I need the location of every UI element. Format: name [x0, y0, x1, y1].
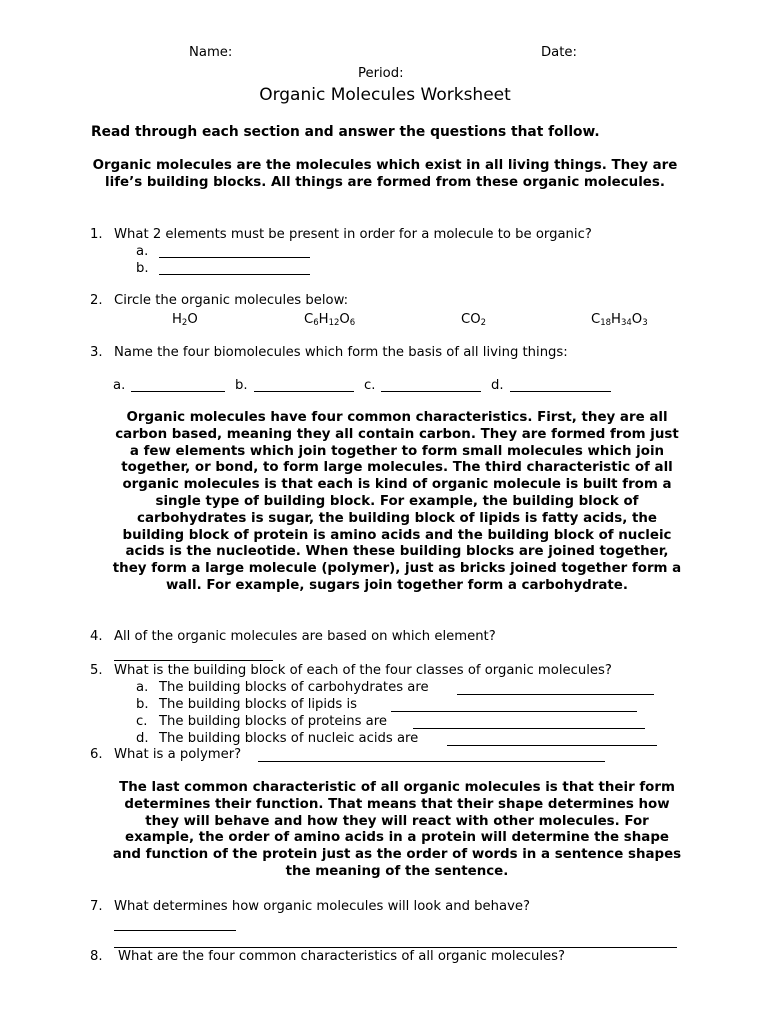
q1-b-letter: b. [136, 261, 149, 276]
q1-a-answer-line[interactable] [159, 246, 310, 258]
q5-c-letter: c. [136, 714, 148, 729]
q5-b-letter: b. [136, 697, 149, 712]
q4-answer-line[interactable] [114, 649, 273, 661]
q2-number: 2. [90, 293, 103, 308]
q7-number: 7. [90, 899, 103, 914]
molecule-glucose[interactable]: $C_6H_{12}O_6$ [304, 312, 356, 328]
q5-b-answer-line[interactable] [391, 700, 637, 712]
q7-text: What determines how organic molecules will look and behave? [114, 899, 531, 914]
q3-d-answer-line[interactable] [510, 380, 611, 392]
q6-number: 6. [90, 747, 103, 762]
q5-c-text: The building blocks of proteins are [159, 714, 387, 729]
q3-c-letter: c. [364, 378, 376, 393]
q5-d-text: The building blocks of nucleic acids are [159, 731, 419, 746]
q7-answer-line[interactable] [114, 919, 236, 931]
q3-d-letter: d. [491, 378, 504, 393]
q3-b-answer-line[interactable] [254, 380, 354, 392]
q5-a-text: The building blocks of carbohydrates are [159, 680, 429, 695]
q3-a-answer-line[interactable] [131, 380, 225, 392]
q5-b-text: The building blocks of lipids is [159, 697, 358, 712]
q5-a-answer-line[interactable] [457, 683, 654, 695]
molecule-fatty-acid[interactable]: $C_{18}H_{34}O_3$ [591, 312, 648, 328]
q3-c-answer-line[interactable] [381, 380, 481, 392]
q5-c-answer-line[interactable] [413, 717, 645, 729]
q8-number: 8. [90, 949, 103, 964]
q3-text: Name the four biomolecules which form the basis of all living things: [114, 345, 568, 360]
q1-text: What 2 elements must be present in order for a molecule to be organic? [114, 227, 592, 242]
q7-answer-line-2[interactable] [114, 936, 677, 948]
shape-paragraph: The last common characteristic of all organic molecules is that their form determines their function. That means that their shape determines how they will behave and how they will react with other molecules. For example, the order of amino acids in a protein will determine the shape and function of the protein just as the order of words in a sentence shapes the meaning of the sentence. [112, 780, 682, 879]
instructions: Read through each section and answer the questions that follow. [91, 124, 600, 140]
q1-a-letter: a. [136, 244, 149, 259]
name-label: Name: [189, 45, 233, 60]
page-title: Organic Molecules Worksheet [259, 85, 511, 105]
intro-paragraph: Organic molecules are the molecules which exist in all living things. They are life’s building blocks. All things are formed from these organic molecules. [92, 158, 678, 190]
q2-text: Circle the organic molecules below: [114, 293, 349, 308]
q3-number: 3. [90, 345, 103, 360]
q3-a-letter: a. [113, 378, 126, 393]
q6-text: What is a polymer? [114, 747, 242, 762]
q5-text: What is the building block of each of the four classes of organic molecules? [114, 663, 612, 678]
q5-a-letter: a. [136, 680, 149, 695]
q6-answer-line[interactable] [258, 750, 605, 762]
q4-text: All of the organic molecules are based on which element? [114, 629, 496, 644]
q3-b-letter: b. [235, 378, 248, 393]
molecule-carbon-dioxide[interactable]: $CO_2$ [461, 312, 487, 328]
q5-number: 5. [90, 663, 103, 678]
q5-d-answer-line[interactable] [447, 734, 657, 746]
q1-b-answer-line[interactable] [159, 263, 310, 275]
q4-number: 4. [90, 629, 103, 644]
q5-d-letter: d. [136, 731, 149, 746]
period-label: Period: [358, 66, 404, 81]
q8-text: What are the four common characteristics of all organic molecules? [118, 949, 565, 964]
q1-number: 1. [90, 227, 103, 242]
molecule-water[interactable]: $H_2O$ [172, 312, 198, 328]
date-label: Date: [541, 45, 577, 60]
characteristics-paragraph: Organic molecules have four common characteristics. First, they are all carbon based, meaning they all contain carbon. They are formed from just a few elements which join together to form small molecules which join together, or bond, to form large molecules. The third characteristic of all organic molecules is that each is kind of organic molecule is built from a single type of building block. For example, the building block of carbohydrates is sugar, the building block of lipids is fatty acids, the building block of protein is amino acids and the building block of nucleic acids is the nucleotide. When these building blocks are joined together, they form a large molecule (polymer), just as bricks joined together form a wall. For example, sugars join together form a carbohydrate. [112, 410, 682, 593]
